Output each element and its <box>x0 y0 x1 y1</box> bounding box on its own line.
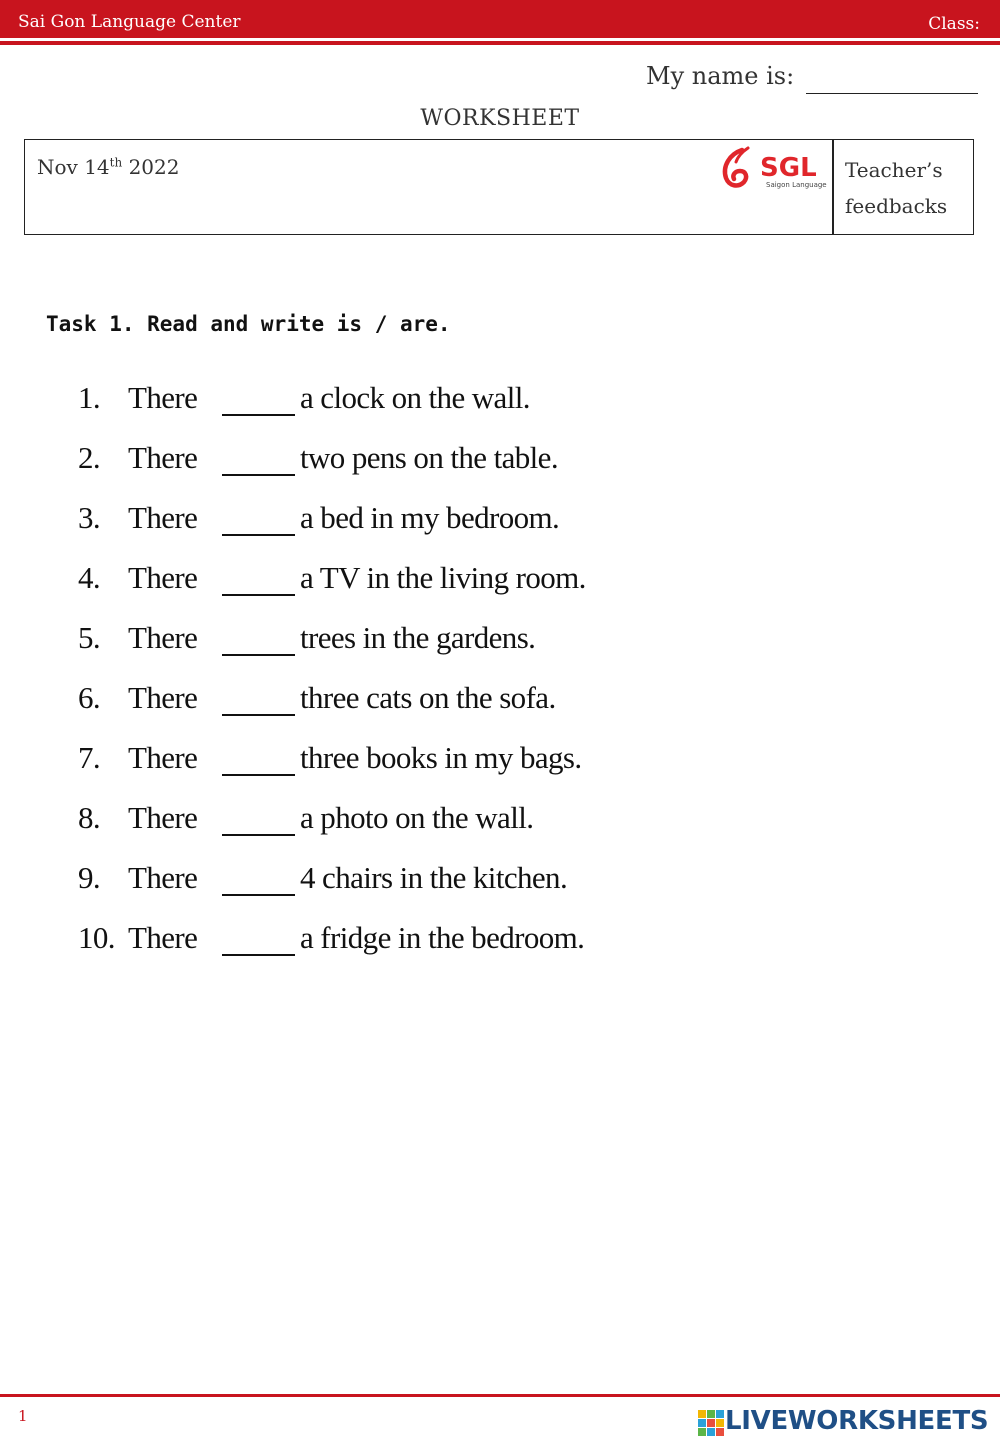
item-word: There <box>128 680 198 715</box>
item-number: 3. <box>78 500 101 535</box>
answer-blank[interactable] <box>222 714 295 716</box>
item-text: a clock on the wall. <box>300 380 530 415</box>
svg-text:Saigon Language: Saigon Language <box>766 181 827 189</box>
item-text: 4 chairs in the kitchen. <box>300 860 568 895</box>
answer-blank[interactable] <box>222 834 295 836</box>
item-word: There <box>128 800 198 835</box>
answer-blank[interactable] <box>222 654 295 656</box>
item-text: two pens on the table. <box>300 440 558 475</box>
item-word: There <box>128 860 198 895</box>
item-text: three books in my bags. <box>300 740 582 775</box>
item-word: There <box>128 560 198 595</box>
answer-blank[interactable] <box>222 414 295 416</box>
info-box <box>24 139 974 235</box>
teacher-feedback-label: Teacher’s feedbacks <box>845 158 948 218</box>
center-name: Sai Gon Language Center <box>18 12 241 32</box>
item-word: There <box>128 500 198 535</box>
item-text: a bed in my bedroom. <box>300 500 560 535</box>
svg-text:SGL: SGL <box>760 153 817 183</box>
item-text: a TV in the living room. <box>300 560 586 595</box>
page-number: 1 <box>18 1407 28 1425</box>
answer-blank[interactable] <box>222 474 295 476</box>
page-title: WORKSHEET <box>420 106 580 131</box>
name-label: My name is: <box>646 62 795 90</box>
name-input-line[interactable] <box>806 93 978 94</box>
item-word: There <box>128 620 198 655</box>
item-number: 7. <box>78 740 101 775</box>
item-number: 10. <box>78 920 115 955</box>
item-text: a photo on the wall. <box>300 800 534 835</box>
answer-blank[interactable] <box>222 894 295 896</box>
item-text: three cats on the sofa. <box>300 680 556 715</box>
answer-blank[interactable] <box>222 594 295 596</box>
item-number: 1. <box>78 380 101 415</box>
task-title: Task 1. Read and write is / are. <box>46 312 451 336</box>
item-number: 6. <box>78 680 101 715</box>
header-rule <box>0 41 1000 45</box>
item-number: 2. <box>78 440 101 475</box>
answer-blank[interactable] <box>222 774 295 776</box>
item-number: 9. <box>78 860 101 895</box>
item-word: There <box>128 920 198 955</box>
item-text: a fridge in the bedroom. <box>300 920 585 955</box>
sgl-logo <box>720 146 830 192</box>
item-number: 4. <box>78 560 101 595</box>
item-word: There <box>128 440 198 475</box>
box-divider <box>832 140 834 234</box>
header-bar <box>0 0 1000 38</box>
worksheet-date: Nov 14th 2022 <box>37 155 180 179</box>
item-word: There <box>128 740 198 775</box>
item-number: 8. <box>78 800 101 835</box>
answer-blank[interactable] <box>222 534 295 536</box>
answer-blank[interactable] <box>222 954 295 956</box>
liveworksheets-logo-icon <box>698 1410 724 1436</box>
footer-rule <box>0 1394 1000 1397</box>
item-text: trees in the gardens. <box>300 620 536 655</box>
item-word: There <box>128 380 198 415</box>
class-label: Class: <box>928 14 980 34</box>
item-number: 5. <box>78 620 101 655</box>
